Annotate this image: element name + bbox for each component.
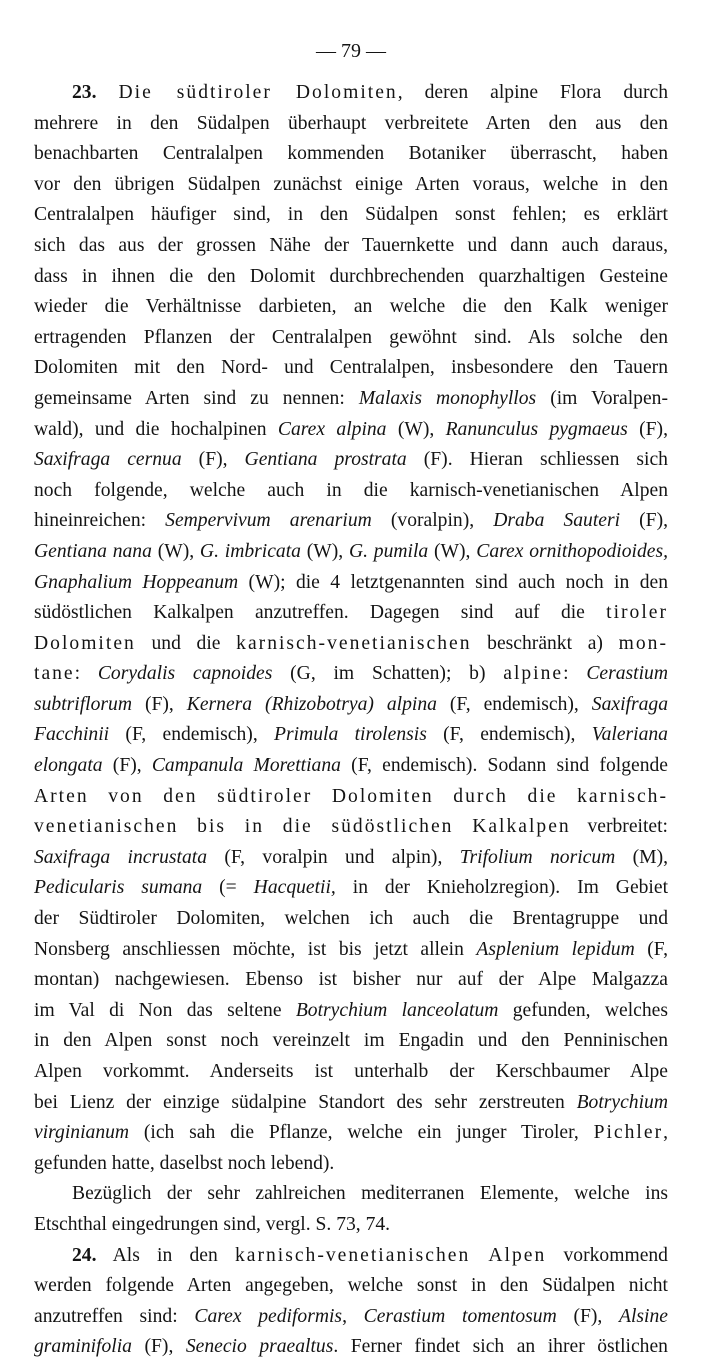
body-text	[34, 78, 668, 1363]
text-line	[34, 537, 668, 568]
species-name: graminifolia	[34, 1336, 132, 1358]
text-run: bei Lienz der einzige südalpine Standort des sehr zerstreuten	[34, 1091, 577, 1113]
text-line	[34, 659, 668, 690]
text-line	[34, 751, 668, 782]
text-line	[34, 78, 668, 109]
text-run: (W),	[428, 540, 477, 562]
species-name: Botrychium	[576, 1091, 668, 1113]
text-line	[34, 139, 668, 170]
spaced-text: tane	[34, 663, 75, 685]
text-line	[34, 598, 668, 629]
species-name: Pedicularis sumana	[34, 877, 203, 899]
text-run: vorkommend	[546, 1244, 668, 1266]
text-line	[34, 231, 668, 262]
species-name: Cerastium	[586, 663, 668, 685]
text-run: (F),	[620, 510, 668, 532]
text-line	[34, 1179, 668, 1210]
text-line	[34, 200, 668, 231]
text-line	[34, 1332, 668, 1363]
text-line	[34, 476, 668, 507]
text-run: (F),	[131, 1336, 186, 1358]
spaced-text: Pichler	[593, 1122, 664, 1144]
text-run: Nonsberg anschliessen möchte, ist bis jetzt allein	[34, 938, 477, 960]
species-name: Ranunculus pygmaeus	[445, 418, 628, 440]
species-name: Draba Sauteri	[493, 510, 621, 532]
species-name: G. imbricata	[199, 540, 301, 562]
spaced-text: karnisch-venetianischen Alpen	[234, 1244, 547, 1266]
text-run: (M),	[615, 846, 668, 868]
text-run: gemeinsame Arten sind zu nennen:	[34, 387, 359, 409]
text-run: hineinreichen:	[34, 510, 166, 532]
spaced-text: karnisch-venetianischen	[236, 632, 472, 654]
species-name: Saxifraga	[591, 693, 668, 715]
text-run: (W); die 4 letztgenannten sind auch noch in den	[238, 571, 668, 593]
text-line	[34, 996, 668, 1027]
species-name: Cerastium tomentosum	[363, 1305, 557, 1327]
text-run: (F),	[181, 449, 245, 471]
species-name: Carex alpina	[277, 418, 387, 440]
text-run: mehrere in den Südalpen überhaupt verbreitete Arten den aus den	[34, 112, 668, 134]
text-line	[34, 904, 668, 935]
text-run: vor den übrigen Südalpen zunächst einige Arten voraus, welche in den	[34, 173, 668, 195]
text-line	[34, 384, 668, 415]
text-run: werden folgende Arten angegeben, welche sonst in den Südalpen nicht	[34, 1275, 668, 1297]
text-run: (W),	[386, 418, 446, 440]
text-run: und die	[135, 632, 237, 654]
text-line	[34, 170, 668, 201]
text-line	[34, 1088, 668, 1119]
text-run: wieder die Verhältnisse darbieten, an welche die den Kalk weniger	[34, 296, 668, 318]
text-run: ,	[663, 1122, 668, 1144]
text-line	[34, 323, 668, 354]
species-name: Alsine	[619, 1305, 668, 1327]
text-run: (F),	[556, 1305, 620, 1327]
text-line	[34, 262, 668, 293]
species-name: Campanula Morettiana	[151, 755, 341, 777]
text-line	[34, 629, 668, 660]
text-run: Bezüglich der sehr zahlreichen mediterranen Elemente, welche ins	[72, 1183, 668, 1205]
text-run: (W),	[151, 540, 200, 562]
text-run: südöstlichen Kalkalpen anzutreffen. Dagegen sind auf die	[34, 602, 607, 624]
text-run: :	[74, 663, 98, 685]
text-line	[34, 1118, 668, 1149]
text-line	[34, 1057, 668, 1088]
text-run: Etschthal eingedrungen sind, vergl. S. 73, 74.	[34, 1213, 391, 1235]
text-run: (voralpin),	[371, 510, 494, 532]
text-line	[34, 568, 668, 599]
text-run: (ich sah die Pflanze, welche ein junger Tiroler,	[129, 1122, 594, 1144]
text-run: (im Voralpen-	[536, 387, 668, 409]
text-run: (F, endemisch). Sodann sind folgende	[340, 755, 668, 777]
text-run: benachbarten Centralalpen kommenden Botaniker überrascht, haben	[34, 143, 668, 165]
text-run: (=	[202, 877, 254, 899]
text-run: dass in ihnen die den Dolomit durchbrechenden quarzhaltigen Gesteine	[34, 265, 668, 287]
section-number: 23.	[72, 82, 97, 103]
text-run: beschränkt a)	[471, 632, 619, 654]
text-line	[34, 965, 668, 996]
text-line	[34, 1271, 668, 1302]
text-run: (F, endemisch),	[436, 693, 592, 715]
species-name: Valeriana	[591, 724, 668, 746]
text-run: . Ferner findet sich an ihrer östlichen	[333, 1336, 668, 1358]
text-run: (G, im Schatten); b)	[272, 663, 504, 685]
text-run: sich das aus der grossen Nähe der Tauernkette und dann auch daraus,	[34, 234, 668, 256]
text-line	[34, 445, 668, 476]
text-run: (F,	[634, 938, 668, 960]
text-run: (F),	[102, 755, 152, 777]
text-line	[34, 353, 668, 384]
spaced-text: tiroler	[606, 602, 668, 624]
text-run: (W),	[300, 540, 349, 562]
species-name: Carex ornithopodioides,	[476, 540, 668, 562]
text-run: noch folgende, welche auch in die karnisch-venetianischen Alpen	[34, 479, 668, 501]
page-number: — 79 —	[316, 40, 386, 62]
text-line	[34, 1302, 668, 1333]
text-run: gefunden hatte, daselbst noch lebend).	[34, 1152, 335, 1174]
spaced-text: alpine	[503, 663, 564, 685]
text-run: :	[563, 663, 587, 685]
text-line	[34, 720, 668, 751]
text-line	[34, 812, 668, 843]
species-name: Trifolium noricum	[459, 846, 616, 868]
text-run: in den Alpen sonst noch vereinzelt im Engadin und den Penninischen	[34, 1030, 668, 1052]
text-run: (F),	[627, 418, 668, 440]
species-name: Saxifraga cernua	[34, 449, 182, 471]
species-name: Botrychium lanceolatum	[295, 999, 499, 1021]
spaced-text: venetianischen bis in die südöstlichen Kalkalpen	[34, 816, 571, 838]
text-run: verbreitet:	[570, 816, 668, 838]
text-run: gefunden, welches	[498, 999, 668, 1021]
text-run: der Südtiroler Dolomiten, welchen ich auch die Brentagruppe und	[34, 908, 668, 930]
spaced-text: mon-	[618, 632, 668, 654]
text-run: Centralalpen häufiger sind, in den Südalpen sonst fehlen; es erklärt	[34, 204, 668, 226]
species-name: elongata	[34, 755, 103, 777]
text-run: montan) nachgewiesen. Ebenso ist bisher nur auf der Alpe Malgazza	[34, 969, 668, 991]
species-name: Sempervivum arenarium	[165, 510, 372, 532]
species-name: virginianum	[34, 1122, 130, 1144]
species-name: Facchinii	[34, 724, 110, 746]
species-name: Hacquetii,	[253, 877, 336, 899]
text-line	[34, 1026, 668, 1057]
species-name: Gentiana nana	[34, 540, 152, 562]
species-name: Corydalis capnoides	[97, 663, 273, 685]
text-line	[34, 1241, 668, 1272]
spaced-text: Die südtiroler Dolomiten	[118, 82, 398, 103]
text-run: wald), und die hochalpinen	[34, 418, 278, 440]
species-name: Malaxis monophyllos	[358, 387, 537, 409]
text-line	[34, 506, 668, 537]
text-line	[34, 109, 668, 140]
spaced-text: Arten von den südtiroler Dolomiten durch die karnisch-	[34, 785, 668, 807]
spaced-text: Dolomiten	[34, 632, 136, 654]
text-run: im Val di Non das seltene	[34, 999, 296, 1021]
species-name: Saxifraga incrustata	[34, 846, 207, 868]
text-line	[34, 292, 668, 323]
text-line	[34, 843, 668, 874]
species-name: Gnaphalium Hoppeanum	[34, 571, 239, 593]
species-name: G. pumila	[348, 540, 429, 562]
text-line	[34, 690, 668, 721]
text-run: (F),	[132, 693, 187, 715]
text-run: in der Knieholzregion). Im Gebiet	[335, 877, 669, 899]
text-run: (F). Hieran schliessen sich	[406, 449, 668, 471]
text-run: ,	[342, 1305, 364, 1327]
species-name: Carex pediformis	[194, 1305, 343, 1327]
text-line	[34, 782, 668, 813]
text-line	[34, 935, 668, 966]
species-name: subtriflorum	[34, 693, 132, 715]
species-name: Kernera (Rhizobotrya) alpina	[186, 693, 437, 715]
text-run: (F, voralpin und alpin),	[207, 846, 460, 868]
text-line	[34, 415, 668, 446]
text-run: ertragenden Pflanzen der Centralalpen gewöhnt sind. Als solche den	[34, 326, 668, 348]
species-name: Senecio praealtus	[185, 1336, 334, 1358]
species-name: Asplenium lepidum	[476, 938, 635, 960]
text-line	[34, 873, 668, 904]
text-run: (F, endemisch),	[109, 724, 275, 746]
section-number: 24.	[72, 1244, 97, 1266]
species-name: Gentiana prostrata	[244, 449, 407, 471]
text-line	[34, 1149, 668, 1180]
text-run: (F, endemisch),	[426, 724, 592, 746]
text-run: , deren alpine Flora durch	[397, 82, 668, 103]
text-run: Dolomiten mit den Nord- und Centralalpen, insbesondere den Tauern	[34, 357, 668, 379]
text-run: Alpen vorkommt. Anderseits ist unterhalb der Kerschbaumer Alpe	[34, 1061, 668, 1082]
text-run: Als in den	[112, 1244, 235, 1266]
species-name: Primula tirolensis	[274, 724, 427, 746]
text-line	[34, 1210, 668, 1241]
text-run: anzutreffen sind:	[34, 1305, 195, 1327]
